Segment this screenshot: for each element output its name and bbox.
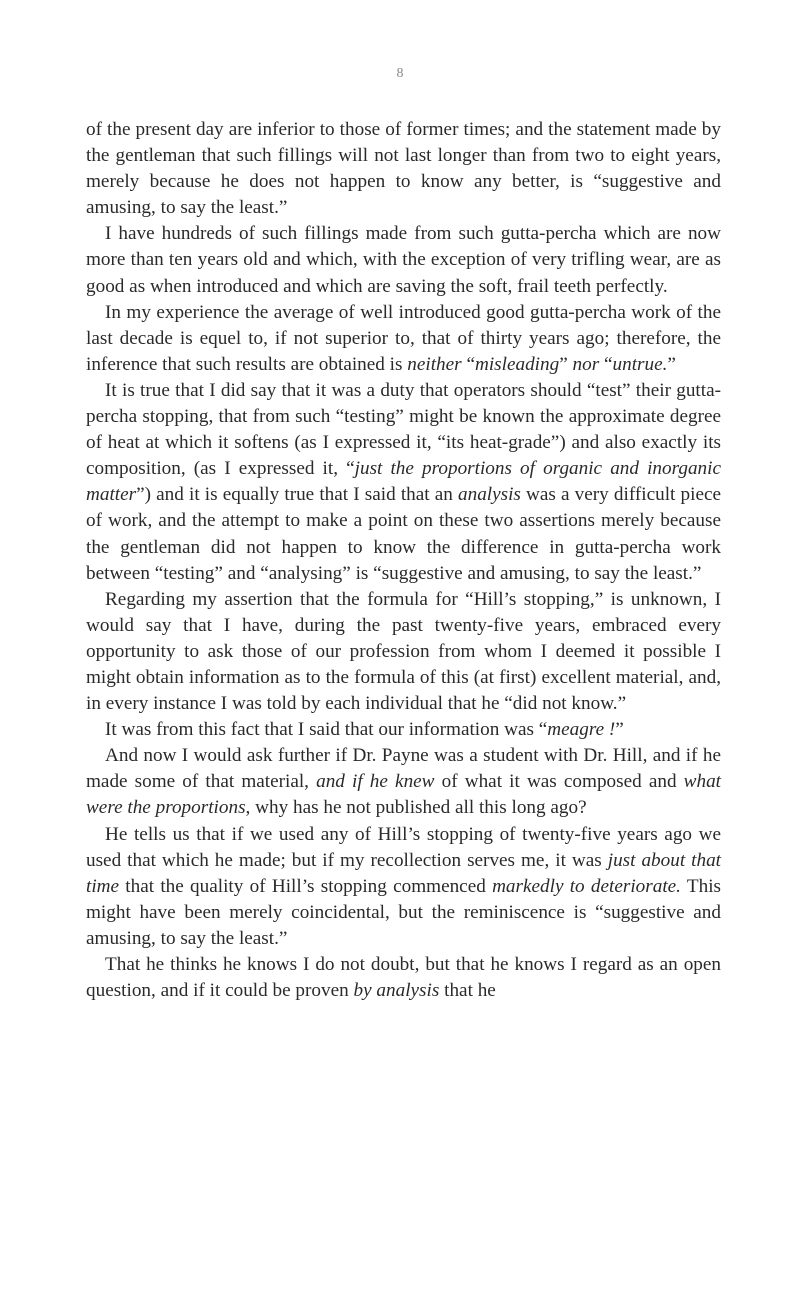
text-run: ”	[559, 353, 573, 375]
paragraph	[86, 378, 721, 587]
text-run: “	[599, 353, 613, 375]
text-run: , why has he not published all this long ago?	[245, 797, 587, 819]
text-run: ”	[667, 353, 676, 375]
italic-text: misleading	[474, 353, 560, 375]
paragraph	[86, 587, 721, 717]
italic-text: meagre !	[547, 719, 616, 741]
text-run: ”) and it is equally true that I said that an	[136, 484, 458, 506]
text-run: It was from this fact that I said that our information was “	[105, 719, 548, 741]
paragraph	[86, 117, 721, 221]
italic-text: by analysis	[353, 980, 440, 1002]
text-run: This might have been merely coincidental, but the reminiscence is “suggestive and amusing, to say the least.”	[86, 875, 722, 949]
text-run: of the present day are inferior to those of former times; and the statement made by the gentleman that such fillings will not last longer than from two to eight years, merely because he does not happen to know any better, is “suggestive and amusing, to say the least.”	[86, 119, 721, 219]
italic-text: and if he knew	[316, 771, 435, 793]
text-run: “	[461, 353, 475, 375]
paragraph	[86, 822, 721, 952]
text-run: that he	[439, 980, 496, 1002]
body-text	[86, 117, 721, 1004]
page-number: 8	[396, 66, 404, 81]
paragraph	[86, 300, 721, 378]
text-run: was a very difficult piece of work, and the attempt to make a point on these two assertions merely because the gentleman did not happen to know the difference in gutta-percha work between “testing” and “analysing” is “suggestive and amusing, to say the least.”	[86, 484, 721, 584]
text-run: He tells us that if we used any of Hill’s stopping of twenty-five years ago we used that which he made; but if my recollection serves me, it was	[86, 823, 721, 871]
text-run: And now I would ask further if Dr. Payne was a student with Dr. Hill, and if he made some of that material,	[86, 745, 721, 793]
italic-text: analysis	[458, 484, 521, 506]
text-run: Regarding my assertion that the formula for “Hill’s stopping,” is unknown, I would say that I have, during the past twenty-five years, embraced every opportunity to ask those of our profession from whom I deemed it possible I might obtain information as to the formula of this (at first) excellent material, and, in every instance I was told by each individual that he “did not know.”	[86, 588, 721, 715]
italic-text: what were the proportions	[86, 771, 721, 819]
text-run: In my experience the average of well introduced good gutta-percha work of the last decade is equel to, if not superior to, that of thirty years ago; therefore, the inference that such results are obtained is	[86, 301, 721, 375]
text-run: that the quality of Hill’s stopping commenced	[119, 875, 493, 897]
italic-text: markedly to deteriorate.	[492, 875, 681, 897]
text-run: of what it was composed and	[434, 771, 684, 793]
text-run: It is true that I did say that it was a duty that operators should “test” their gutta-percha stopping, that from such “testing” might be known the approximate degree of heat at which it softens (as I expressed it, “its heat-grade”) and also exactly its composition, (as I expressed it, “	[86, 379, 721, 480]
italic-text: untrue.	[612, 353, 668, 375]
text-run: That he thinks he knows I do not doubt, but that he knows I regard as an open question, and if it could be proven	[86, 954, 721, 1002]
italic-text: neither	[407, 353, 462, 375]
paragraph	[86, 952, 721, 1004]
text-run: ”	[615, 719, 624, 741]
paragraph	[86, 717, 721, 743]
italic-text: nor	[572, 353, 600, 375]
paragraph	[86, 743, 721, 821]
italic-text: just about that time	[86, 849, 721, 897]
text-run: I have hundreds of such fillings made from such gutta-percha which are now more than ten years old and which, with the exception of very trifling wear, are as good as when introduced and which are saving the soft, frail teeth perfectly.	[86, 223, 721, 297]
italic-text: just the proportions of organic and inorganic matter	[86, 458, 721, 506]
paragraph	[86, 221, 721, 299]
